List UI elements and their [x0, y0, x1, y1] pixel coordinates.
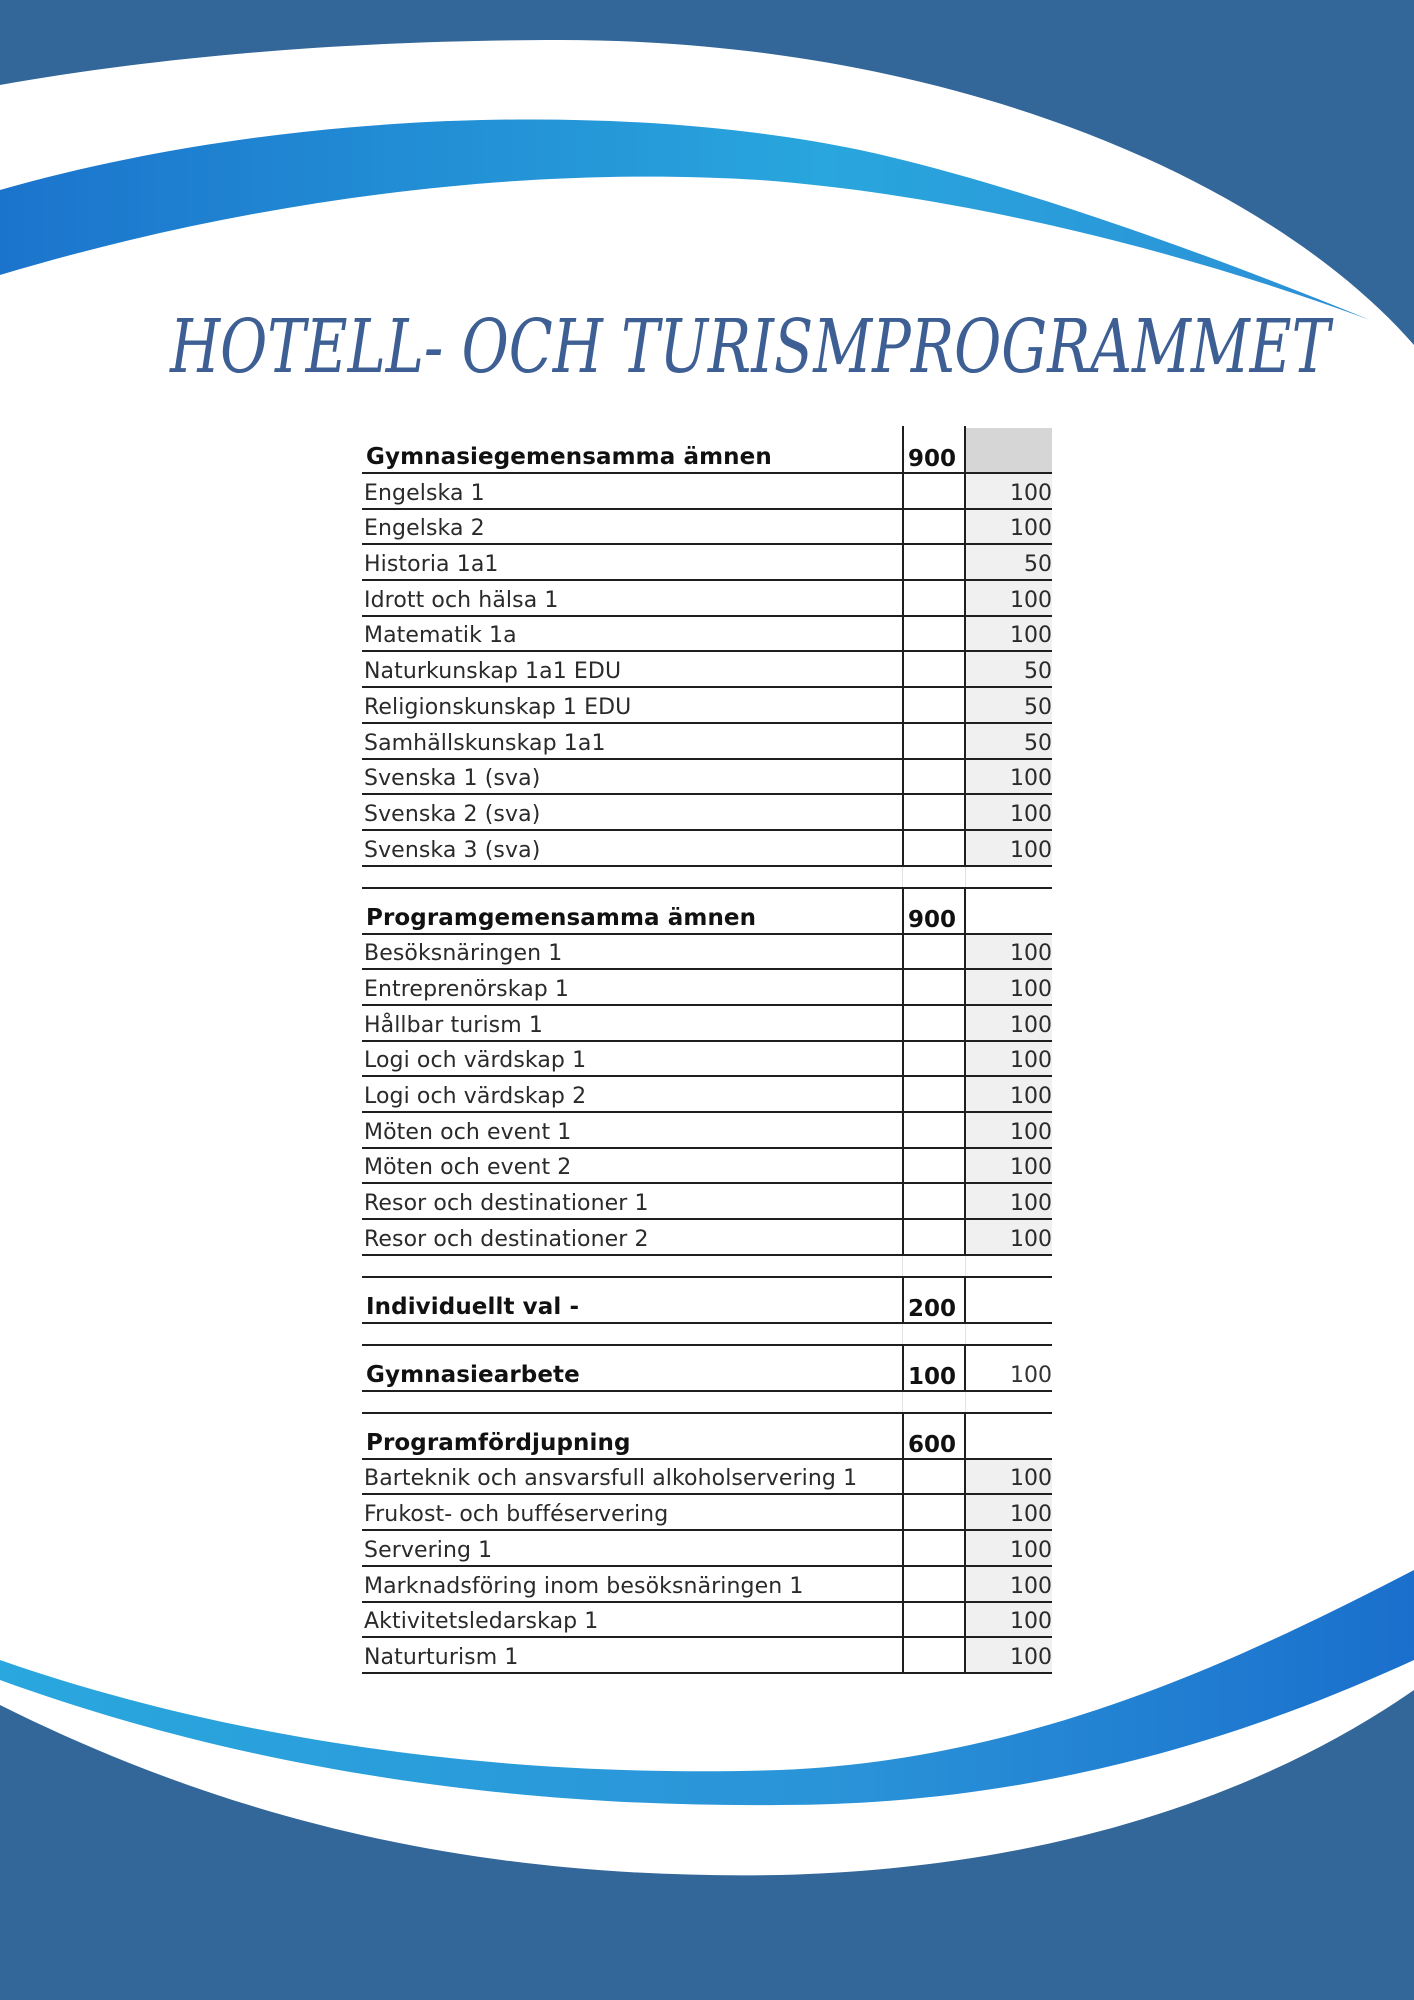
gap-column: [902, 867, 966, 887]
section-total: 900: [908, 906, 957, 933]
course-row: [362, 1184, 1052, 1220]
course-row: [362, 510, 1052, 546]
course-points: 100: [1010, 1537, 1052, 1563]
course-name: Besöksnäringen 1: [364, 941, 563, 967]
section-name: Gymnasiearbete: [366, 1361, 580, 1388]
section-gap: [362, 867, 1052, 889]
course-points-cell: [966, 1149, 1052, 1183]
course-points: 100: [1010, 623, 1052, 649]
section-header: [362, 1346, 1052, 1392]
course-blank-cell: [902, 545, 966, 581]
course-points-cell: [966, 1184, 1052, 1218]
course-name: Marknadsföring inom besöksnäringen 1: [364, 1573, 804, 1599]
course-blank-cell: [902, 760, 966, 796]
course-points-cell: [966, 1603, 1052, 1637]
course-points-cell: [966, 1077, 1052, 1111]
course-points-cell: [966, 831, 1052, 865]
course-row: [362, 545, 1052, 581]
course-row: [362, 1006, 1052, 1042]
course-name: Matematik 1a: [364, 623, 517, 649]
course-name: Historia 1a1: [364, 552, 499, 578]
section-name: Programfördjupning: [366, 1429, 631, 1456]
course-name: Svenska 2 (sva): [364, 801, 541, 827]
section-name: Gymnasiegemensamma ämnen: [366, 444, 772, 470]
course-row: [362, 795, 1052, 831]
course-blank-cell: [902, 474, 966, 510]
course-points-cell: [966, 760, 1052, 794]
course-row: [362, 617, 1052, 653]
course-blank-cell: [902, 1531, 966, 1567]
course-name: Naturkunskap 1a1 EDU: [364, 659, 622, 685]
course-points-cell: [966, 510, 1052, 544]
course-points: 100: [1010, 801, 1052, 827]
course-points-cell: [966, 1531, 1052, 1565]
course-points: 100: [1010, 516, 1052, 542]
course-blank-cell: [902, 1638, 966, 1674]
section-total-cell: [902, 1278, 966, 1324]
course-name: Resor och destinationer 2: [364, 1226, 649, 1252]
section-name: Individuellt val -: [366, 1293, 580, 1320]
section-points-cell: [966, 1346, 1052, 1390]
course-name: Hållbar turism 1: [364, 1012, 543, 1038]
course-name: Servering 1: [364, 1537, 493, 1563]
section-points-cell: [966, 428, 1052, 472]
course-points: 100: [1010, 1048, 1052, 1074]
course-points: 100: [1010, 1644, 1052, 1670]
course-points-cell: [966, 1638, 1052, 1672]
gap-column: [902, 1324, 966, 1344]
section-total-cell: [902, 1414, 966, 1460]
course-points: 50: [1024, 730, 1052, 756]
section-points-cell: [966, 889, 1052, 933]
course-name: Möten och event 2: [364, 1155, 572, 1181]
section-total: 600: [908, 1431, 957, 1458]
course-blank-cell: [902, 1567, 966, 1603]
course-points: 100: [1010, 941, 1052, 967]
course-points-cell: [966, 1460, 1052, 1494]
section-total: 900: [908, 446, 957, 472]
gap-column: [902, 1256, 966, 1276]
section-total-cell: [902, 889, 966, 935]
section-header: [362, 428, 1052, 474]
course-points-cell: [966, 1113, 1052, 1147]
course-points: 100: [1010, 1502, 1052, 1528]
course-blank-cell: [902, 1184, 966, 1220]
course-points: 100: [1010, 1573, 1052, 1599]
course-name: Barteknik och ansvarsfull alkoholservering 1: [364, 1466, 858, 1492]
course-name: Engelska 1: [364, 480, 485, 506]
course-name: Engelska 2: [364, 516, 485, 542]
course-blank-cell: [902, 1603, 966, 1639]
course-blank-cell: [902, 831, 966, 867]
course-row: [362, 760, 1052, 796]
course-points-cell: [966, 1220, 1052, 1254]
section-gap: [362, 1324, 1052, 1346]
course-blank-cell: [902, 510, 966, 546]
section-points-cell: [966, 1278, 1052, 1322]
section-total-cell: [902, 426, 966, 474]
course-blank-cell: [902, 795, 966, 831]
page-title: [150, 290, 1350, 400]
course-blank-cell: [902, 724, 966, 760]
course-name: Religionskunskap 1 EDU: [364, 694, 632, 720]
course-blank-cell: [902, 581, 966, 617]
course-blank-cell: [902, 617, 966, 653]
course-name: Resor och destinationer 1: [364, 1191, 649, 1217]
course-name: Aktivitetsledarskap 1: [364, 1609, 599, 1635]
course-row: [362, 831, 1052, 867]
course-blank-cell: [902, 1113, 966, 1149]
course-name: Naturturism 1: [364, 1644, 519, 1670]
course-points-cell: [966, 581, 1052, 615]
course-points: 100: [1010, 766, 1052, 792]
course-points: 100: [1010, 480, 1052, 506]
course-points: 100: [1010, 1155, 1052, 1181]
course-name: Svenska 3 (sva): [364, 837, 541, 863]
section-points-cell: [966, 1414, 1052, 1458]
section-header: [362, 1414, 1052, 1460]
course-points-cell: [966, 1006, 1052, 1040]
course-points-cell: [966, 474, 1052, 508]
course-points: 50: [1024, 552, 1052, 578]
course-row: [362, 474, 1052, 510]
section-total: 100: [908, 1363, 957, 1390]
course-row: [362, 581, 1052, 617]
course-blank-cell: [902, 652, 966, 688]
course-name: Samhällskunskap 1a1: [364, 730, 606, 756]
section-total-cell: [902, 1346, 966, 1392]
course-points: 50: [1024, 659, 1052, 685]
course-blank-cell: [902, 1042, 966, 1078]
course-row: [362, 688, 1052, 724]
course-blank-cell: [902, 688, 966, 724]
course-name: Logi och värdskap 2: [364, 1084, 587, 1109]
course-name: Frukost- och bufféservering: [364, 1502, 669, 1528]
section-gap: [362, 1256, 1052, 1278]
course-row: [362, 1113, 1052, 1149]
course-name: Idrott och hälsa 1: [364, 587, 559, 613]
page-title-text: HOTELL- OCH TURISMPROGRAMMET: [168, 304, 1334, 390]
course-blank-cell: [902, 935, 966, 971]
course-points-cell: [966, 545, 1052, 579]
course-points: 100: [1010, 837, 1052, 863]
course-points-cell: [966, 1567, 1052, 1601]
course-points-cell: [966, 795, 1052, 829]
section-gap: [362, 1392, 1052, 1414]
course-blank-cell: [902, 1220, 966, 1256]
course-row: [362, 1220, 1052, 1256]
course-row: [362, 724, 1052, 760]
course-row: [362, 935, 1052, 971]
course-blank-cell: [902, 1495, 966, 1531]
course-points: 100: [1010, 976, 1052, 1002]
course-blank-cell: [902, 1149, 966, 1185]
section-total: 200: [908, 1295, 957, 1322]
course-blank-cell: [902, 1077, 966, 1113]
course-points: 100: [1010, 587, 1052, 613]
course-points: 100: [1010, 1191, 1052, 1217]
course-row: [362, 1460, 1052, 1496]
course-blank-cell: [902, 970, 966, 1006]
course-row: [362, 1567, 1052, 1603]
course-points: 50: [1024, 694, 1052, 720]
course-points-cell: [966, 652, 1052, 686]
course-row: [362, 1638, 1052, 1674]
gap-column: [902, 1392, 966, 1412]
course-name: Logi och värdskap 1: [364, 1048, 587, 1074]
course-points-cell: [966, 970, 1052, 1004]
course-points-cell: [966, 617, 1052, 651]
course-points: 100: [1010, 1226, 1052, 1252]
course-name: Svenska 1 (sva): [364, 766, 541, 792]
course-name: Möten och event 1: [364, 1119, 572, 1145]
section-points: 100: [1010, 1362, 1052, 1388]
course-points: 100: [1010, 1466, 1052, 1492]
course-row: [362, 1531, 1052, 1567]
course-points-cell: [966, 935, 1052, 969]
course-row: [362, 1077, 1052, 1113]
course-blank-cell: [902, 1006, 966, 1042]
course-row: [362, 970, 1052, 1006]
course-points: 100: [1010, 1084, 1052, 1109]
section-header: [362, 889, 1052, 935]
section-name: Programgemensamma ämnen: [366, 904, 757, 931]
course-row: [362, 1603, 1052, 1639]
course-row: [362, 1495, 1052, 1531]
course-name: Entreprenörskap 1: [364, 976, 570, 1002]
section-header: [362, 1278, 1052, 1324]
course-row: [362, 1042, 1052, 1078]
course-points-cell: [966, 688, 1052, 722]
course-points-cell: [966, 724, 1052, 758]
course-table: [362, 428, 1052, 1674]
course-row: [362, 1149, 1052, 1185]
course-points: 100: [1010, 1012, 1052, 1038]
course-blank-cell: [902, 1460, 966, 1496]
course-row: [362, 652, 1052, 688]
course-points: 100: [1010, 1119, 1052, 1145]
course-points-cell: [966, 1495, 1052, 1529]
course-points-cell: [966, 1042, 1052, 1076]
course-points: 100: [1010, 1609, 1052, 1635]
